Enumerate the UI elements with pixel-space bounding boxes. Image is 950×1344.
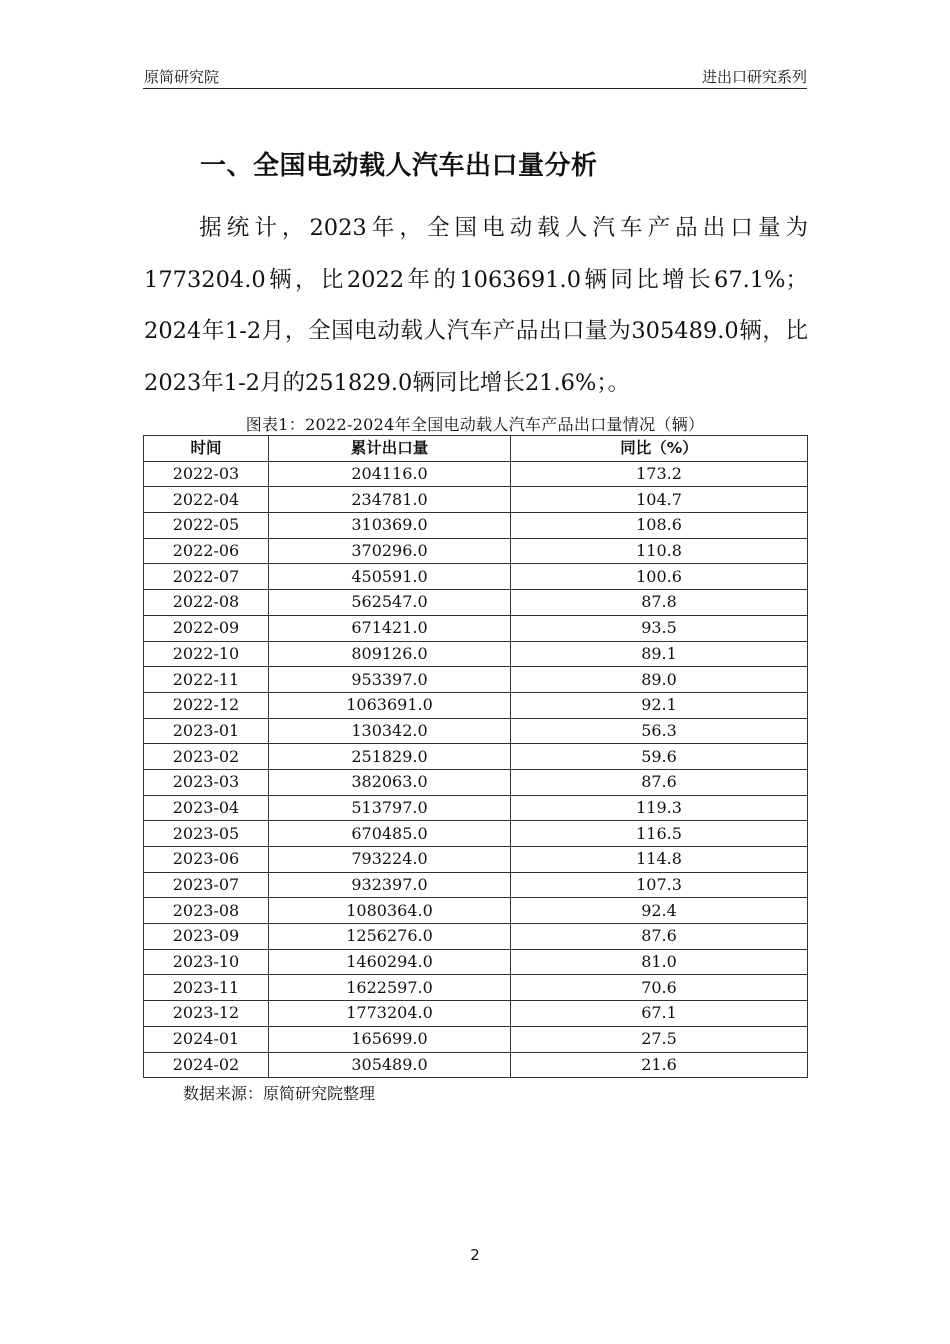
- cell-time: 2022-05: [144, 513, 269, 539]
- cell-cumulative-exports: 130342.0: [269, 718, 511, 744]
- cell-time: 2022-04: [144, 487, 269, 513]
- cell-time: 2023-12: [144, 1001, 269, 1027]
- cell-cumulative-exports: 1063691.0: [269, 692, 511, 718]
- cell-time: 2022-11: [144, 667, 269, 693]
- table-row: [144, 821, 808, 847]
- cell-time: 2023-07: [144, 872, 269, 898]
- table-row: [144, 949, 808, 975]
- cell-cumulative-exports: 305489.0: [269, 1052, 511, 1078]
- cell-cumulative-exports: 165699.0: [269, 1026, 511, 1052]
- cell-time: 2024-02: [144, 1052, 269, 1078]
- cell-cumulative-exports: 932397.0: [269, 872, 511, 898]
- table-row: [144, 615, 808, 641]
- cell-yoy: 104.7: [511, 487, 808, 513]
- cell-time: 2023-03: [144, 769, 269, 795]
- cell-cumulative-exports: 310369.0: [269, 513, 511, 539]
- cell-yoy: 81.0: [511, 949, 808, 975]
- table-body: [144, 461, 808, 1078]
- table-caption: 图表1：2022-2024年全国电动载人汽车产品出口量情况（辆）: [245, 415, 705, 434]
- table-row: [144, 513, 808, 539]
- cell-cumulative-exports: 1773204.0: [269, 1001, 511, 1027]
- export-volume-table: [143, 435, 808, 1078]
- table-row: [144, 975, 808, 1001]
- cell-yoy: 114.8: [511, 847, 808, 873]
- cell-time: 2022-09: [144, 615, 269, 641]
- table-row: [144, 1026, 808, 1052]
- cell-time: 2022-10: [144, 641, 269, 667]
- cell-cumulative-exports: 370296.0: [269, 538, 511, 564]
- cell-cumulative-exports: 562547.0: [269, 590, 511, 616]
- cell-time: 2022-06: [144, 538, 269, 564]
- cell-cumulative-exports: 251829.0: [269, 744, 511, 770]
- table-row: [144, 487, 808, 513]
- cell-yoy: 27.5: [511, 1026, 808, 1052]
- cell-time: 2022-03: [144, 461, 269, 487]
- table-row: [144, 1001, 808, 1027]
- cell-cumulative-exports: 204116.0: [269, 461, 511, 487]
- column-header-time: 时间: [144, 436, 269, 462]
- cell-yoy: 107.3: [511, 872, 808, 898]
- cell-time: 2023-02: [144, 744, 269, 770]
- table-row: [144, 1052, 808, 1078]
- cell-time: 2023-10: [144, 949, 269, 975]
- cell-yoy: 87.8: [511, 590, 808, 616]
- column-header-yoy: 同比（%）: [511, 436, 808, 462]
- cell-time: 2022-07: [144, 564, 269, 590]
- cell-yoy: 89.1: [511, 641, 808, 667]
- cell-cumulative-exports: 450591.0: [269, 564, 511, 590]
- table-row: [144, 769, 808, 795]
- cell-cumulative-exports: 1256276.0: [269, 924, 511, 950]
- cell-cumulative-exports: 670485.0: [269, 821, 511, 847]
- cell-yoy: 21.6: [511, 1052, 808, 1078]
- cell-cumulative-exports: 671421.0: [269, 615, 511, 641]
- cell-yoy: 173.2: [511, 461, 808, 487]
- cell-time: 2022-08: [144, 590, 269, 616]
- table-row: [144, 872, 808, 898]
- table-header-row: [144, 436, 808, 462]
- cell-yoy: 108.6: [511, 513, 808, 539]
- table-row: [144, 590, 808, 616]
- cell-yoy: 116.5: [511, 821, 808, 847]
- section-title: 一、全国电动载人汽车出口量分析: [200, 151, 598, 181]
- cell-time: 2023-05: [144, 821, 269, 847]
- cell-yoy: 119.3: [511, 795, 808, 821]
- cell-cumulative-exports: 234781.0: [269, 487, 511, 513]
- table-row: [144, 847, 808, 873]
- cell-time: 2024-01: [144, 1026, 269, 1052]
- body-paragraph: 据统计，2023年，全国电动载人汽车产品出口量为1773204.0辆，比2022年的1063691.0辆同比增长67.1%；2024年1-2月，全国电动载人汽车产品出口量为305489.0辆，比2023年1-2月的251829.0辆同比增长21.6%；。: [144, 215, 808, 396]
- table-row: [144, 692, 808, 718]
- table-row: [144, 564, 808, 590]
- cell-yoy: 92.1: [511, 692, 808, 718]
- table-row: [144, 538, 808, 564]
- header-divider: [143, 88, 807, 89]
- cell-yoy: 100.6: [511, 564, 808, 590]
- cell-yoy: 110.8: [511, 538, 808, 564]
- cell-time: 2023-09: [144, 924, 269, 950]
- table-row: [144, 898, 808, 924]
- table-row: [144, 718, 808, 744]
- cell-cumulative-exports: 1622597.0: [269, 975, 511, 1001]
- column-header-cumulative-exports: 累计出口量: [269, 436, 511, 462]
- cell-yoy: 67.1: [511, 1001, 808, 1027]
- table-row: [144, 795, 808, 821]
- cell-yoy: 70.6: [511, 975, 808, 1001]
- data-source-note: 数据来源：原简研究院整理: [183, 1084, 376, 1103]
- cell-cumulative-exports: 1460294.0: [269, 949, 511, 975]
- cell-yoy: 56.3: [511, 718, 808, 744]
- page-number: 2: [470, 1246, 480, 1264]
- header-left-label: 原简研究院: [144, 68, 220, 86]
- cell-cumulative-exports: 513797.0: [269, 795, 511, 821]
- cell-time: 2023-01: [144, 718, 269, 744]
- cell-cumulative-exports: 953397.0: [269, 667, 511, 693]
- table-row: [144, 641, 808, 667]
- cell-cumulative-exports: 793224.0: [269, 847, 511, 873]
- cell-cumulative-exports: 382063.0: [269, 769, 511, 795]
- cell-yoy: 89.0: [511, 667, 808, 693]
- cell-cumulative-exports: 809126.0: [269, 641, 511, 667]
- cell-yoy: 87.6: [511, 769, 808, 795]
- cell-time: 2023-04: [144, 795, 269, 821]
- table-row: [144, 667, 808, 693]
- cell-yoy: 93.5: [511, 615, 808, 641]
- cell-time: 2023-11: [144, 975, 269, 1001]
- table-row: [144, 461, 808, 487]
- cell-yoy: 59.6: [511, 744, 808, 770]
- header-right-label: 进出口研究系列: [701, 68, 807, 86]
- cell-cumulative-exports: 1080364.0: [269, 898, 511, 924]
- table-row: [144, 744, 808, 770]
- cell-yoy: 92.4: [511, 898, 808, 924]
- cell-time: 2023-06: [144, 847, 269, 873]
- cell-time: 2022-12: [144, 692, 269, 718]
- cell-yoy: 87.6: [511, 924, 808, 950]
- table-row: [144, 924, 808, 950]
- cell-time: 2023-08: [144, 898, 269, 924]
